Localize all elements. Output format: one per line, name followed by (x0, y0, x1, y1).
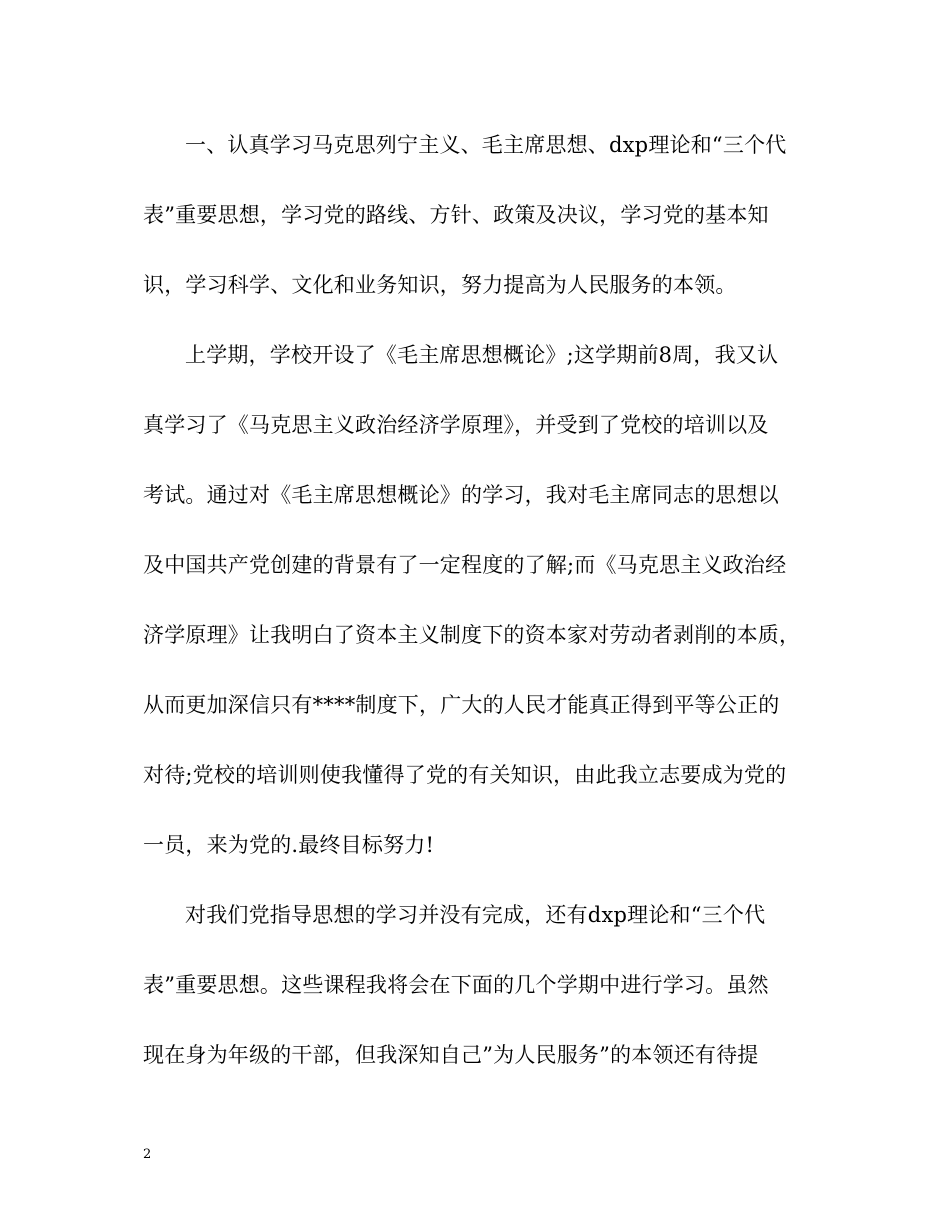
paragraph-2-line-6: 从而更加深信只有****制度下，广大的人民才能真正得到平等公正的 (143, 693, 780, 717)
paragraph-2-line-1: 上学期，学校开设了《毛主席思想概论》;这学期前8周，我又认 (185, 343, 779, 367)
paragraph-2-line-4: 及中国共产党创建的背景有了一定程度的了解;而《马克思主义政治经 (143, 553, 787, 577)
paragraph-2-line-7: 对待;党校的培训则使我懂得了党的有关知识，由此我立志要成为党的 (143, 763, 787, 787)
paragraph-3-line-3: 现在身为年级的干部，但我深知自己”为人民服务”的本领还有待提 (143, 1043, 759, 1067)
paragraph-1-line-1: 一、认真学习马克思列宁主义、毛主席思想、dxp理论和“三个代 (185, 133, 787, 157)
paragraph-3-line-1: 对我们党指导思想的学习并没有完成，还有dxp理论和“三个代 (185, 903, 766, 927)
page-number: 2 (143, 1147, 152, 1162)
paragraph-2-line-3: 考试。通过对《毛主席思想概论》的学习，我对毛主席同志的思想以 (143, 483, 779, 507)
paragraph-2-line-5: 济学原理》让我明白了资本主义制度下的资本家对劳动者剥削的本质， (143, 623, 801, 647)
paragraph-1-line-2: 表”重要思想，学习党的路线、方针、政策及决议，学习党的基本知 (143, 203, 769, 227)
paragraph-2-line-8: 一员，来为党的.最终目标努力! (143, 833, 435, 857)
paragraph-2-line-2: 真学习了《马克思主义政治经济学原理》，并受到了党校的培训以及 (143, 413, 769, 437)
paragraph-1-line-3: 识，学习科学、文化和业务知识，努力提高为人民服务的本领。 (143, 273, 737, 297)
paragraph-3-line-2: 表”重要思想。这些课程我将会在下面的几个学期中进行学习。虽然 (143, 973, 769, 997)
